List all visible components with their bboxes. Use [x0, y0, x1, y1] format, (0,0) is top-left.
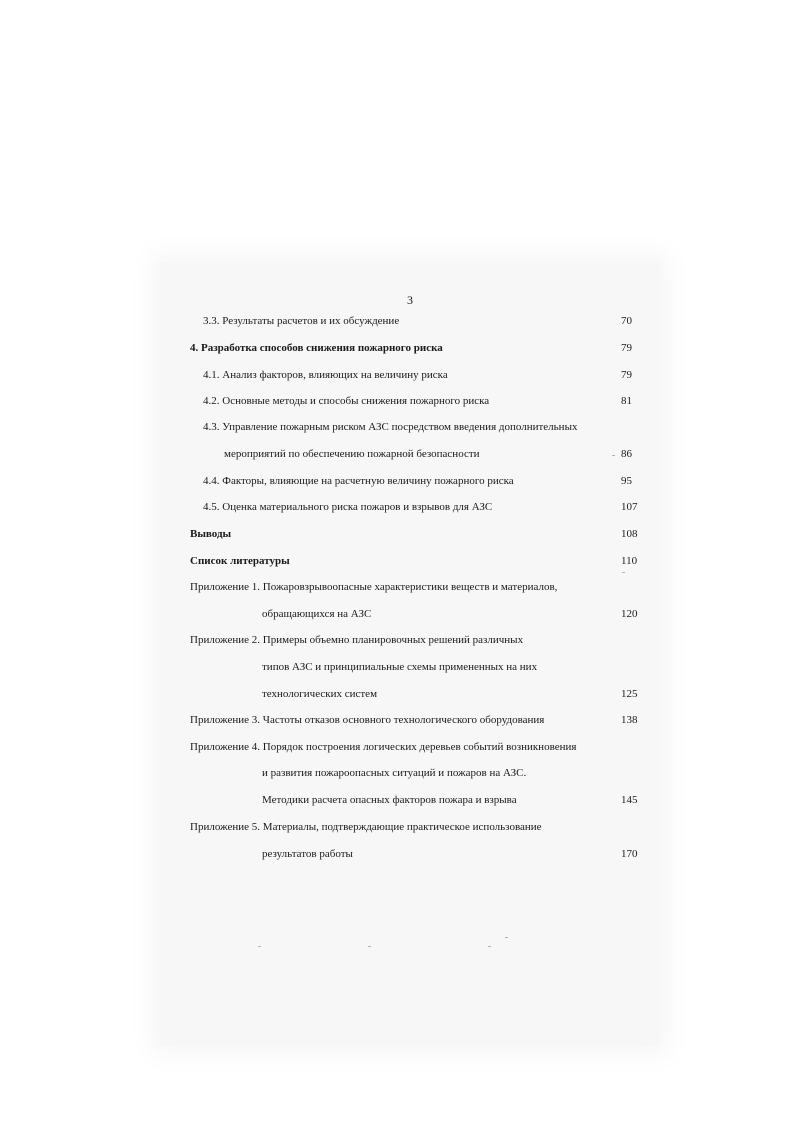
toc-entry-appendix-1-continued: обращающихся на АЗС — [262, 608, 372, 620]
scan-speck — [505, 937, 508, 938]
toc-entry-3-3: 3.3. Результаты расчетов и их обсуждение — [203, 315, 400, 327]
toc-page-number: 138 — [621, 714, 638, 726]
toc-page-number: 110 — [621, 555, 638, 567]
toc-entry-references: Список литературы — [190, 555, 290, 567]
toc-page-number: 86 — [621, 448, 632, 460]
scan-speck — [258, 946, 261, 947]
toc-entry-appendix-1: Приложение 1. Пожаровзрывоопасные характеристики веществ и материалов, — [190, 581, 558, 593]
scan-speck — [612, 455, 615, 456]
toc-page-number: 107 — [621, 501, 638, 513]
toc-entry-4-2: 4.2. Основные методы и способы снижения пожарного риска — [203, 395, 490, 407]
toc-page-number: 81 — [621, 395, 632, 407]
toc-page-number: 79 — [621, 369, 632, 381]
scan-speck — [622, 572, 625, 573]
toc-entry-4-4: 4.4. Факторы, влияющие на расчетную величину пожарного риска — [203, 475, 514, 487]
toc-entry-appendix-2-continued: типов АЗС и принципиальные схемы примененных на них — [262, 661, 538, 673]
toc-entry-appendix-5-continued: результатов работы — [262, 848, 353, 860]
toc-page-number: 79 — [621, 342, 632, 354]
toc-entry-appendix-4-continued: Методики расчета опасных факторов пожара и взрыва — [262, 794, 517, 806]
toc-entry-appendix-4-continued: и развития пожароопасных ситуаций и пожаров на АЗС. — [262, 767, 527, 779]
toc-entry-appendix-2: Приложение 2. Примеры объемно планировочных решений различных — [190, 634, 524, 646]
toc-entry-4-1: 4.1. Анализ факторов, влияющих на величину риска — [203, 369, 448, 381]
toc-entry-4: 4. Разработка способов снижения пожарного риска — [190, 342, 443, 354]
toc-entry-appendix-2-continued: технологических систем — [262, 688, 378, 700]
toc-page-number: 120 — [621, 608, 638, 620]
toc-page-number: 108 — [621, 528, 638, 540]
toc-page-number: 145 — [621, 794, 638, 806]
toc-entry-4-3-continued: мероприятий по обеспечению пожарной безопасности — [224, 448, 480, 460]
toc-entry-4-5: 4.5. Оценка материального риска пожаров и взрывов для АЗС — [203, 501, 493, 513]
scan-speck — [368, 946, 371, 947]
toc-entry-appendix-3: Приложение 3. Частоты отказов основного технологического оборудования — [190, 714, 545, 726]
toc-page-number: 125 — [621, 688, 638, 700]
toc-page-number: 170 — [621, 848, 638, 860]
toc-page-number: 95 — [621, 475, 632, 487]
page-number: 3 — [407, 293, 413, 307]
toc-entry-appendix-5: Приложение 5. Материалы, подтверждающие практическое использование — [190, 821, 542, 833]
toc-entry-4-3: 4.3. Управление пожарным риском АЗС посредством введения дополнительных — [203, 421, 578, 433]
toc-page-number: 70 — [621, 315, 632, 327]
toc-entry-appendix-4: Приложение 4. Порядок построения логических деревьев событий возникновения — [190, 741, 577, 753]
toc-entry-conclusions: Выводы — [190, 528, 232, 540]
scan-speck — [488, 946, 491, 947]
